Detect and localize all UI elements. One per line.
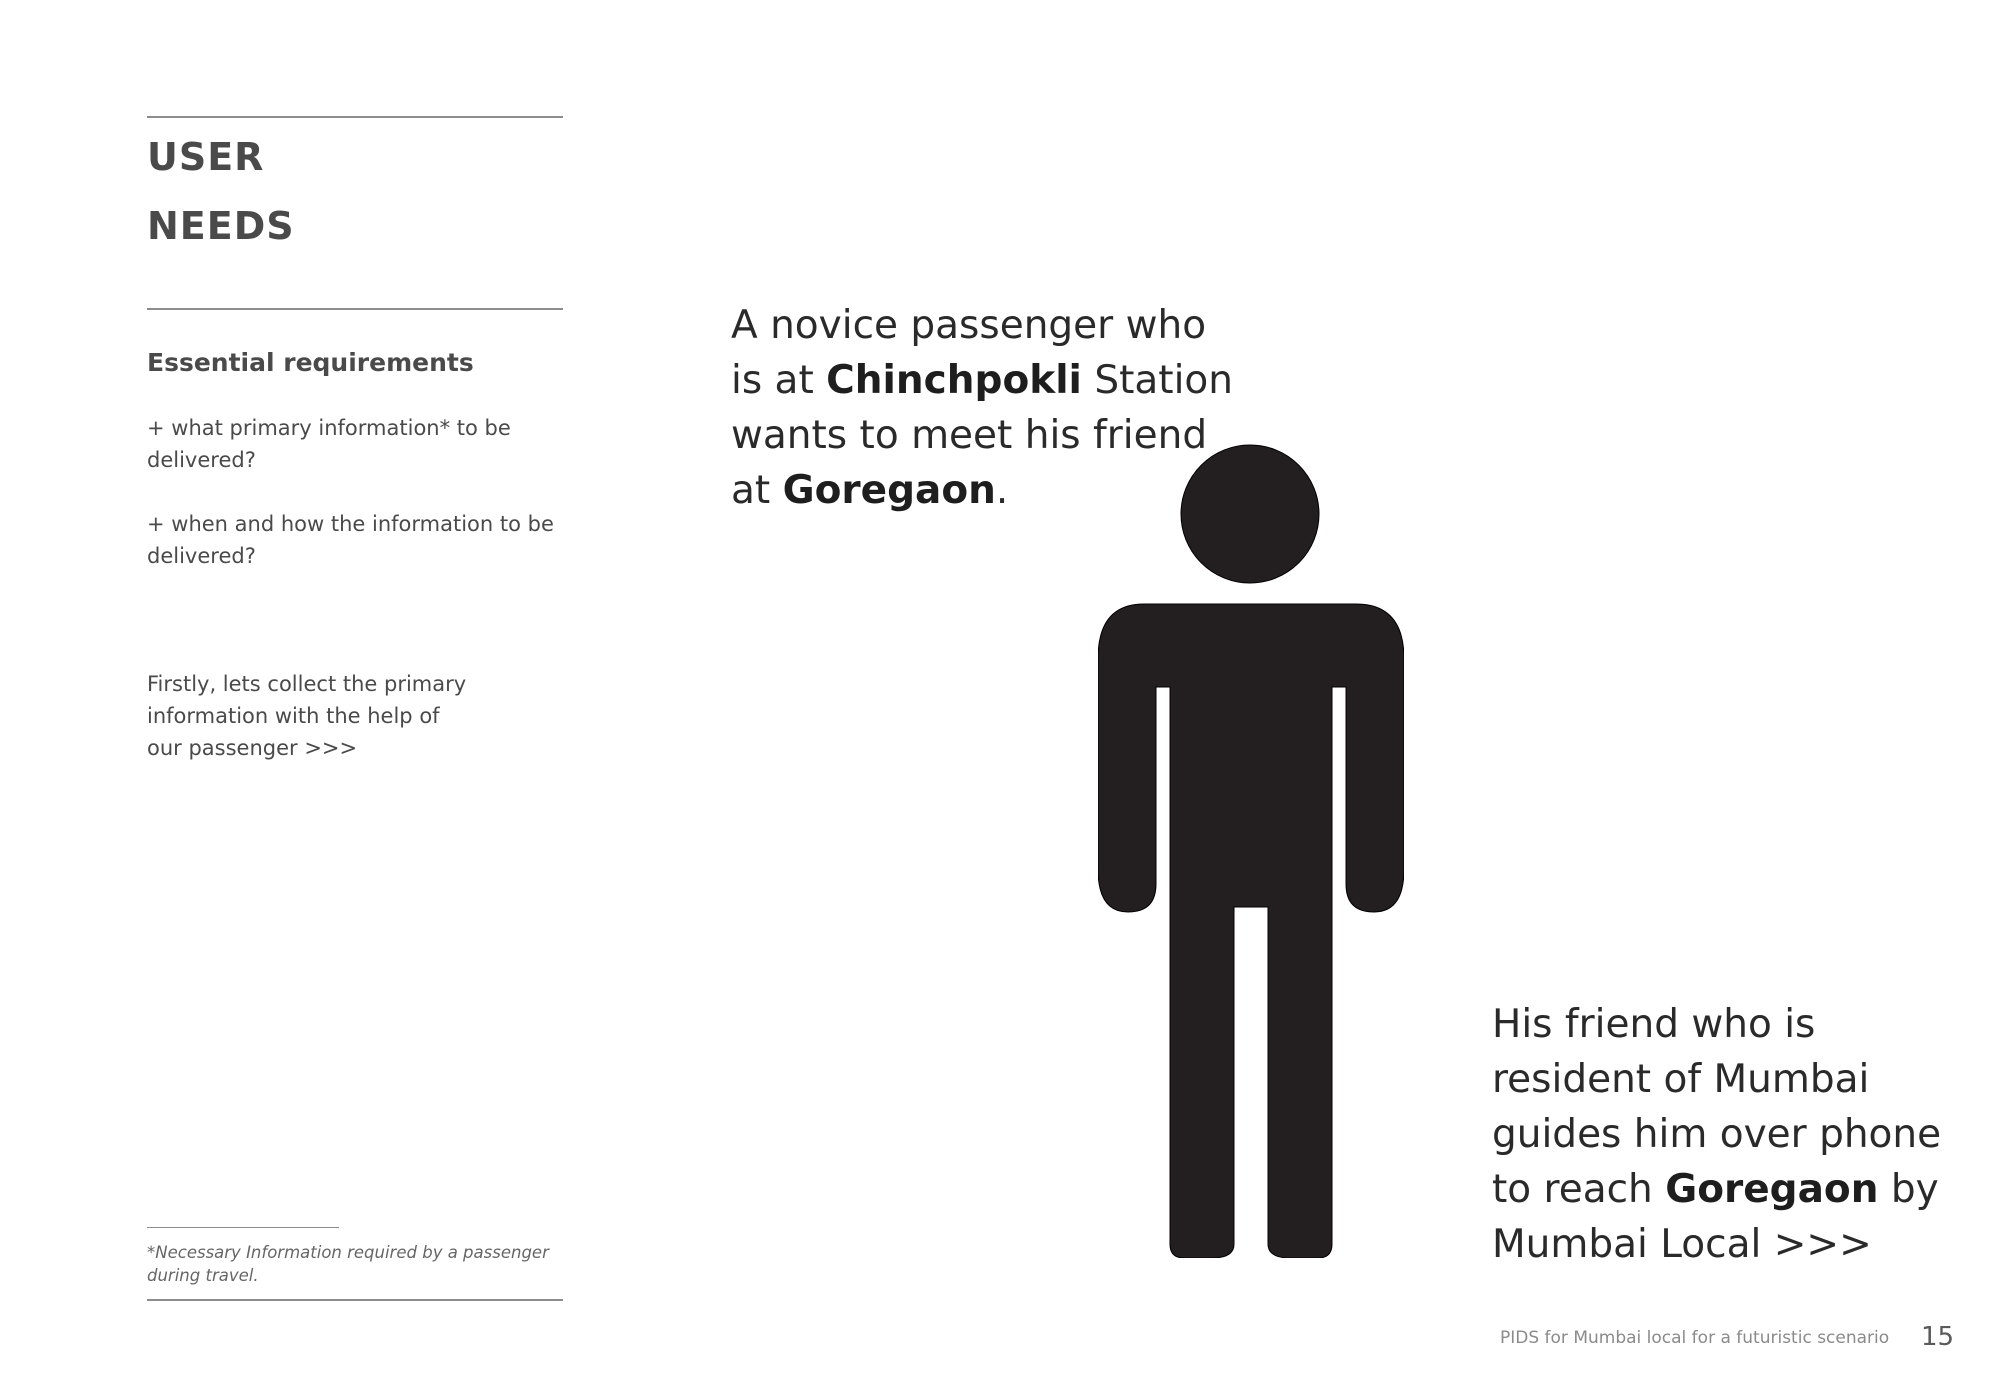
scenario-top-line-2: [731, 353, 1233, 408]
scenario-top-line-2-post: Station: [1081, 358, 1233, 403]
person-icon: [1098, 444, 1404, 1258]
scenario-bottom-line-3: guides him over phone: [1492, 1112, 1942, 1157]
scenario-bottom-line-1: His friend who is: [1492, 1002, 1816, 1047]
footnote-rule: [147, 1227, 339, 1228]
bottom-rule: [147, 1299, 563, 1301]
section-divider: [147, 308, 563, 310]
requirements-heading: Essential requirements: [147, 348, 474, 377]
destination-goregaon: Goregaon: [1665, 1167, 1879, 1212]
scenario-bottom-line-5: Mumbai Local >>>: [1492, 1222, 1872, 1267]
top-rule: [147, 116, 563, 118]
scenario-top-line-3: wants to meet his friend: [731, 413, 1208, 458]
scenario-top-line-1: A novice passenger who: [731, 303, 1207, 348]
requirement-item-1: + what primary information* to be delivered?: [147, 416, 511, 472]
station-name-chinchpokli: Chinchpokli: [826, 358, 1082, 403]
person-head: [1181, 445, 1319, 583]
footer-caption: PIDS for Mumbai local for a futuristic scenario: [1500, 1328, 1890, 1348]
requirement-item-2: + when and how the information to be delivered?: [147, 512, 554, 568]
scenario-top-line-2-pre: is at: [731, 358, 827, 403]
scenario-bottom-line-2: resident of Mumbai: [1492, 1057, 1870, 1102]
scenario-top-line-4-pre: at: [731, 468, 783, 513]
footnote: *Necessary Information required by a passenger during travel.: [147, 1243, 549, 1285]
section-title-line-1: USER: [147, 135, 265, 179]
station-name-goregaon: Goregaon: [782, 468, 996, 513]
scenario-friend-text: [1492, 997, 1941, 1272]
section-title-line-2: NEEDS: [147, 204, 295, 248]
scenario-bottom-line-4-post: by: [1878, 1167, 1939, 1212]
intro-paragraph: Firstly, lets collect the primary information with the help of our passenger >>>: [147, 672, 467, 760]
scenario-bottom-line-4: [1492, 1162, 1941, 1217]
person-body: [1098, 604, 1404, 1258]
scenario-bottom-line-4-pre: to reach: [1492, 1167, 1666, 1212]
page-number: 15: [1921, 1322, 1955, 1352]
scenario-top-line-4-post: .: [995, 468, 1009, 513]
